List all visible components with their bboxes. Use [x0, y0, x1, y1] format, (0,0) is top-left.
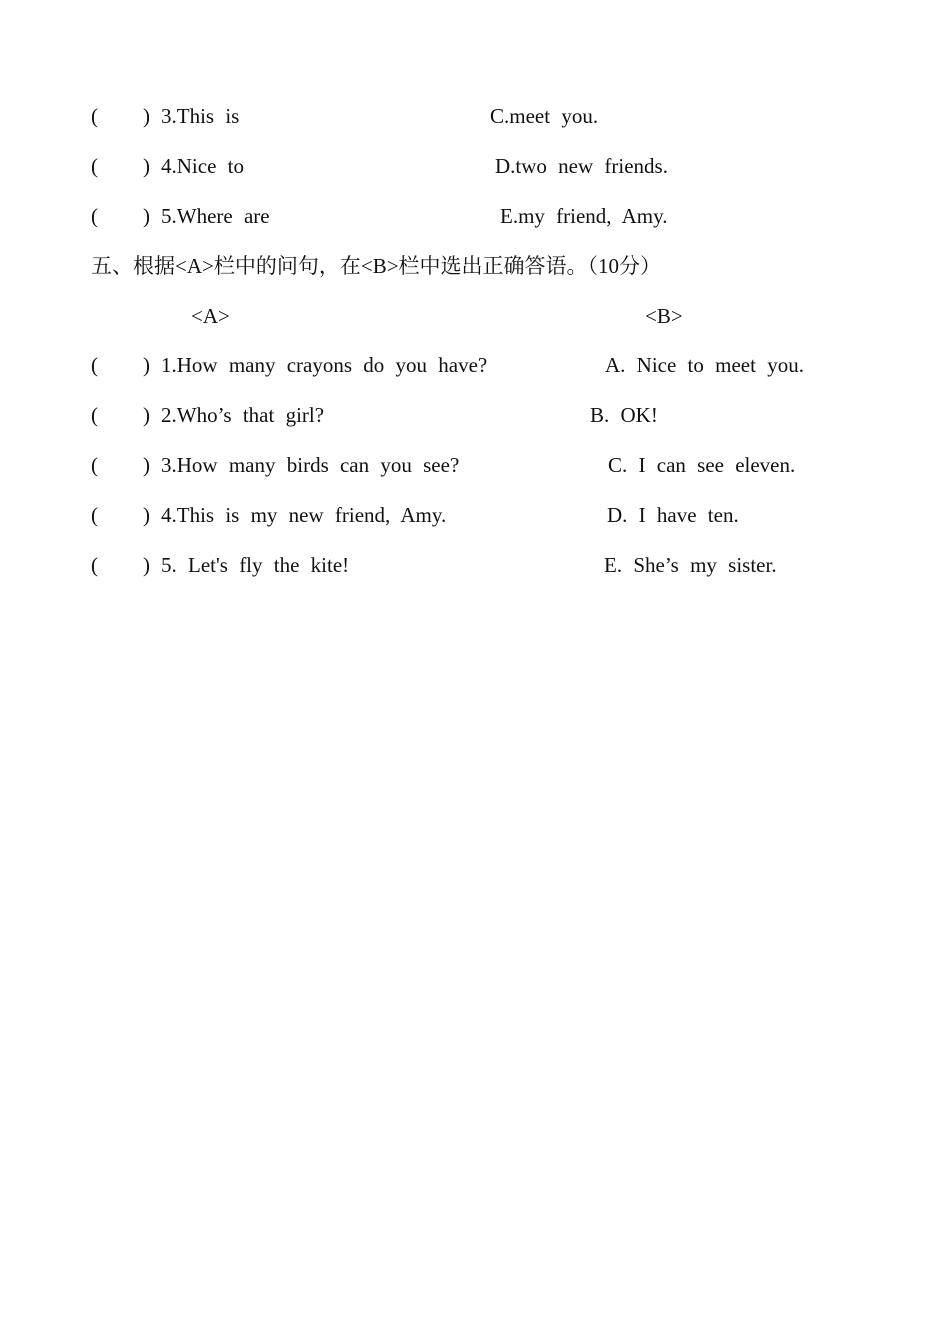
answer-paren-open: ( [91, 154, 98, 178]
question-text: 1.How many crayons do you have? [161, 353, 488, 377]
section-title: 五、根据<A>栏中的问句，在<B>栏中选出正确答语。（10分） [91, 254, 662, 278]
answer-paren-open: ( [91, 204, 98, 228]
matching-row [0, 100, 950, 132]
matching-row [0, 200, 950, 232]
answer-paren-close: ) [143, 154, 150, 178]
answer-paren-open: ( [91, 453, 98, 477]
answer-paren-open: ( [91, 503, 98, 527]
column-headers [0, 300, 950, 332]
answer-paren-open: ( [91, 353, 98, 377]
matching-row [0, 449, 950, 481]
answer-option: A. Nice to meet you. [605, 353, 804, 377]
answer-option: C. I can see eleven. [608, 453, 796, 477]
answer-option: B. OK! [590, 403, 658, 427]
answer-paren-close: ) [143, 553, 150, 577]
answer-paren-close: ) [143, 104, 150, 128]
answer-paren-open: ( [91, 553, 98, 577]
section-heading [0, 250, 950, 282]
answer-paren-close: ) [143, 503, 150, 527]
question-text: 4.Nice to [161, 154, 244, 178]
answer-paren-open: ( [91, 403, 98, 427]
answer-paren-close: ) [143, 453, 150, 477]
question-text: 3.How many birds can you see? [161, 453, 460, 477]
answer-paren-open: ( [91, 104, 98, 128]
column-a-header: <A> [191, 304, 230, 328]
question-text: 5.Where are [161, 204, 270, 228]
question-text: 4.This is my new friend, Amy. [161, 503, 447, 527]
answer-option: D.two new friends. [495, 154, 668, 178]
answer-paren-close: ) [143, 204, 150, 228]
answer-option: D. I have ten. [607, 503, 739, 527]
matching-row [0, 150, 950, 182]
question-text: 3.This is [161, 104, 240, 128]
column-b-header: <B> [645, 304, 683, 328]
matching-row [0, 499, 950, 531]
answer-paren-close: ) [143, 353, 150, 377]
matching-row [0, 349, 950, 381]
answer-option: E.my friend, Amy. [500, 204, 668, 228]
answer-option: C.meet you. [490, 104, 599, 128]
question-text: 5. Let's fly the kite! [161, 553, 350, 577]
answer-option: E. She’s my sister. [604, 553, 777, 577]
question-text: 2.Who’s that girl? [161, 403, 325, 427]
matching-row [0, 399, 950, 431]
answer-paren-close: ) [143, 403, 150, 427]
matching-row [0, 549, 950, 581]
